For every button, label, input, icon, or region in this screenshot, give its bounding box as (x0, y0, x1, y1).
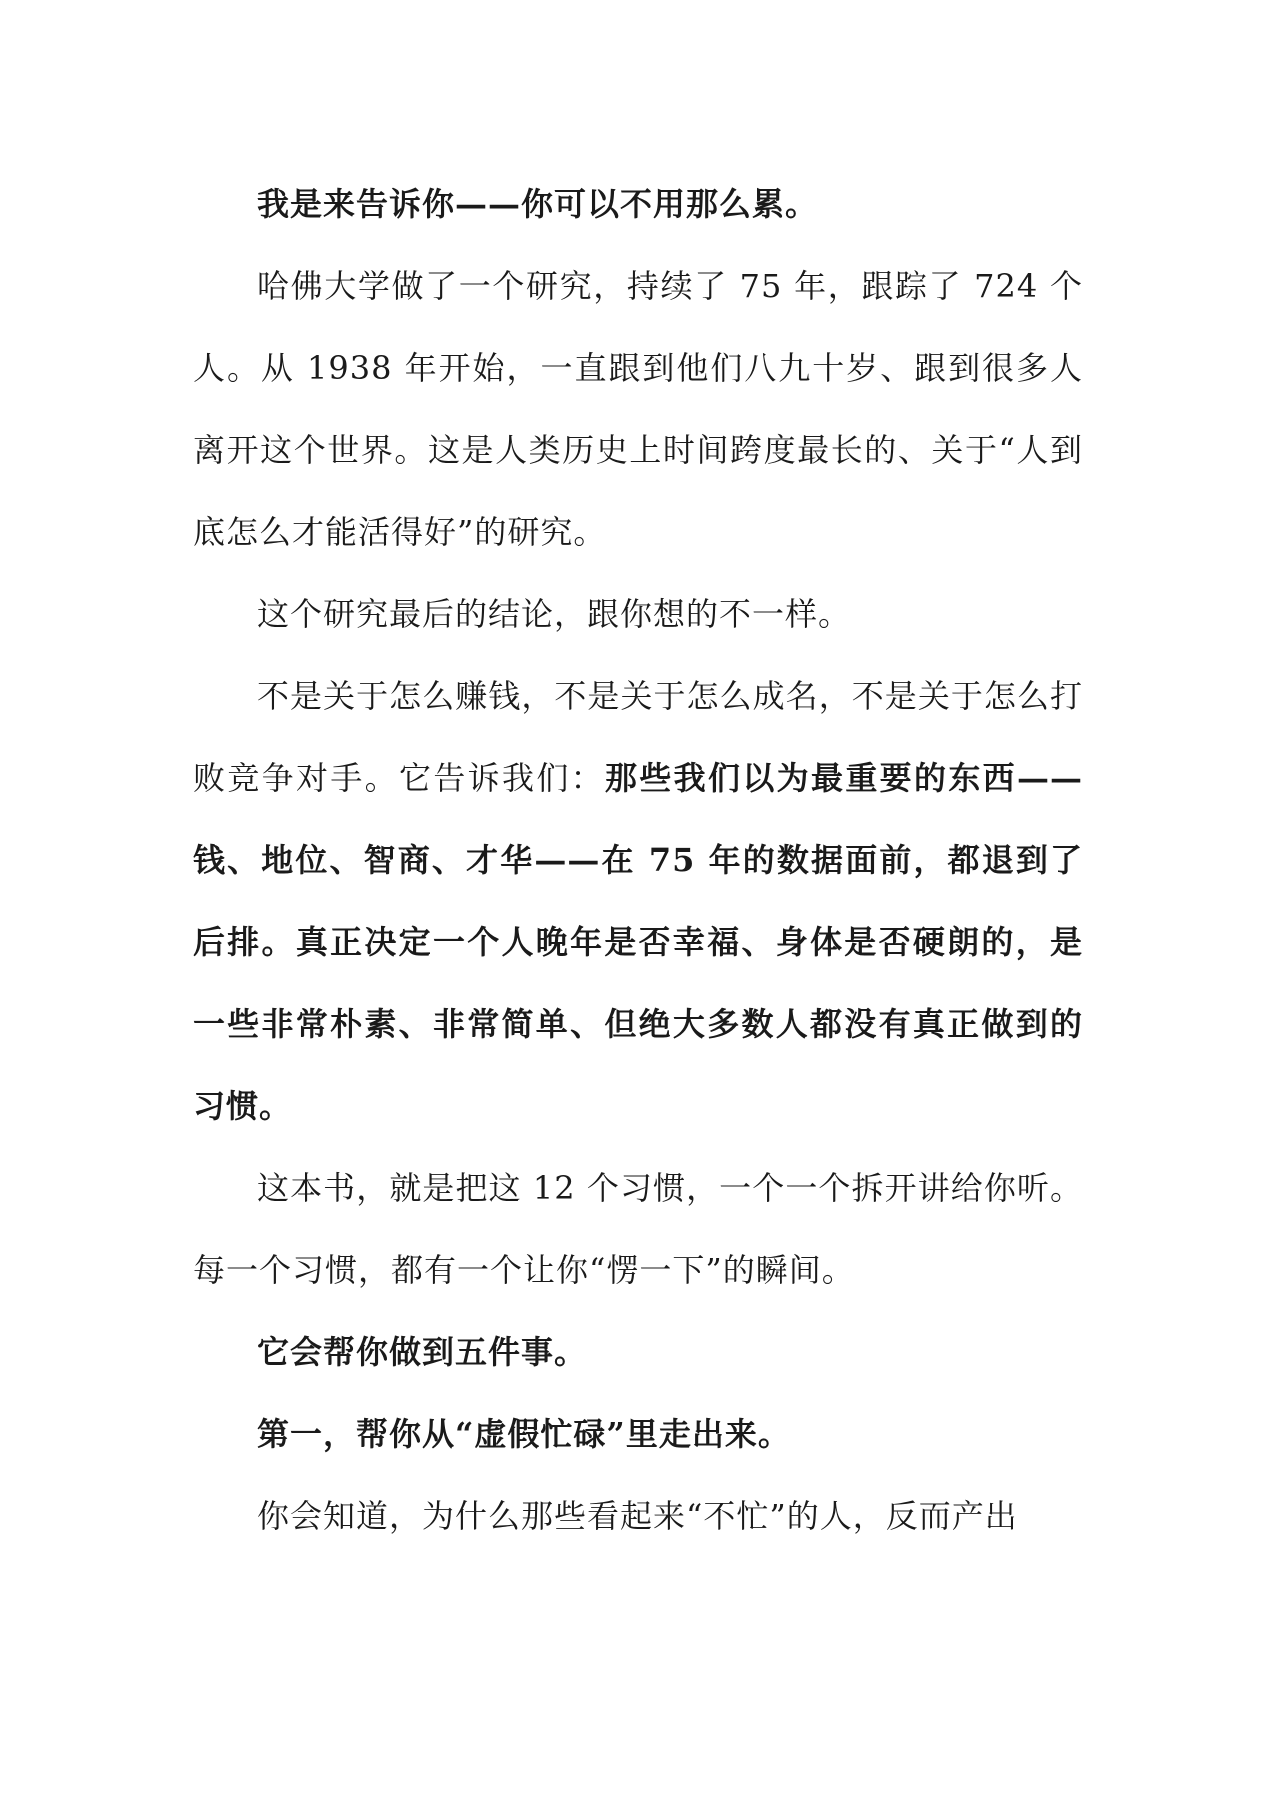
paragraph-2-text: 哈佛大学做了一个研究，持续了 75 年，跟踪了 724 个人。从 1938 年开始，一直跟到他们八九十岁、跟到很多人离开这个世界。这是人类历史上时间跨度最长的、关于“人到底怎么才能活得好”的研究。 (193, 267, 1083, 551)
paragraph-4-text: 不是关于怎么赚钱，不是关于怎么成名，不是关于怎么打败竞争对手。它告诉我们： (193, 677, 1083, 797)
paragraph-4-emphasis: 那些我们以为最重要的东西——钱、地位、智商、才华——在 75 年的数据面前，都退到了后排。真正决定一个人晚年是否幸福、身体是否硬朗的，是一些非常朴素、非常简单、但绝大多数人都没有真正做到的习惯。 (193, 759, 1083, 1125)
paragraph-5-text: 这本书，就是把这 12 个习惯，一个一个拆开讲给你听。每一个习惯，都有一个让你“愣一下”的瞬间。 (193, 1169, 1083, 1289)
paragraph-8-text: 你会知道，为什么那些看起来“不忙”的人，反而产出 (257, 1497, 1018, 1535)
paragraph-6-text: 它会帮你做到五件事。 (257, 1333, 588, 1371)
paragraph-7-text: 第一，帮你从“虚假忙碌”里走出来。 (257, 1415, 791, 1453)
paragraph-5 (193, 1147, 1083, 1311)
paragraph-1 (193, 163, 1083, 245)
document-body (193, 163, 1083, 1557)
paragraph-7 (193, 1393, 1083, 1475)
paragraph-6 (193, 1311, 1083, 1393)
paragraph-1-text: 我是来告诉你——你可以不用那么累。 (257, 185, 819, 223)
paragraph-4 (193, 655, 1083, 1147)
paragraph-2 (193, 245, 1083, 573)
paragraph-8 (193, 1475, 1083, 1557)
paragraph-3-text: 这个研究最后的结论，跟你想的不一样。 (257, 595, 852, 633)
paragraph-3 (193, 573, 1083, 655)
